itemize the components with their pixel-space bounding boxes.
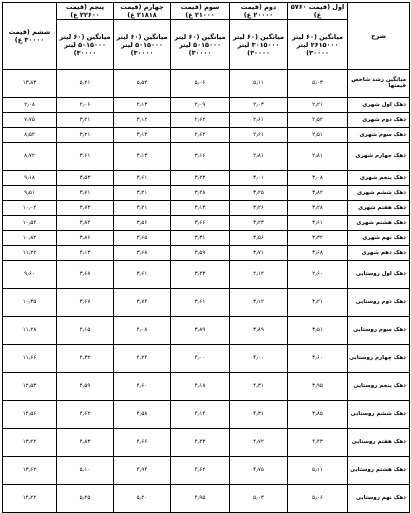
label-column-header: شرح [348,3,410,70]
table-cell: ۳٫۶۱ [57,143,114,171]
row-label: دهک دوم شهری [348,113,410,128]
table-row [3,373,410,401]
table-row [3,201,410,216]
table-cell: ۹٫۵۱ [3,186,57,201]
table-row [3,289,410,317]
table-cell: ۳٫۲۸ [171,186,230,201]
table-cell: ۱۳٫۶۲ [3,457,57,485]
table-cell: ۲٫۸۱ [230,143,288,171]
column-header-4: چهارم (قیمت ۲۱۸۱۸ ع) [114,3,171,20]
row-label: دهک اول شهری [348,98,410,113]
table-cell: ۳٫۷۱ [57,186,114,201]
table-cell: ۱۲٫۵۶ [3,401,57,429]
table-cell: ۳٫۵۱ [288,317,348,345]
table-cell: ۳٫۰۸ [288,171,348,186]
table-cell: ۳٫۶۸ [288,246,348,261]
table-cell: ۵٫۵۴ [114,70,171,98]
table-row [3,70,410,98]
table-cell: ۴٫۶۶ [114,429,171,457]
table-cell: ۳٫۶۱ [114,261,171,289]
row-label: دهک سوم روستایی [348,317,410,345]
table-row [3,429,410,457]
table-cell: ۵٫۱۱ [288,457,348,485]
table-cell: ۳٫۸۹ [230,317,288,345]
table-cell: ۳٫۶۱ [288,216,348,231]
table-cell: ۵٫۰۳ [230,485,288,513]
table-cell: ۳٫۲۱ [114,186,171,201]
table-row [3,401,410,429]
column-header-2: دوم (قیمت ۲۰۰۰۰ ع) [230,3,288,20]
table-row [3,457,410,485]
table-row [3,186,410,201]
table-cell: ۳٫۱۶ [171,143,230,171]
table-cell: ۴٫۲۲ [114,345,171,373]
table-cell: ۳٫۶۷ [57,289,114,317]
table-cell: ۳٫۸۲ [288,186,348,201]
table-cell: ۳٫۸۶ [57,231,114,246]
table-cell: ۵٫۲۱ [57,70,114,98]
column-subheader-5: میانگین (۶۰ لیتر ۵۰۱۵۰۰۰ لیتر ۳۰۰۰۰) [57,20,114,70]
table-cell: ۲٫۶۱ [230,128,288,143]
table-cell: ۴٫۷۲ [230,429,288,457]
table-cell: ۳٫۵۹ [171,246,230,261]
table-cell: ۷٫۷۵ [3,113,57,128]
table-cell: ۴٫۳۲ [57,345,114,373]
table-cell: ۱۰٫۳۵ [3,289,57,317]
table-cell: ۳٫۲۱ [114,201,171,216]
column-header-3: سوم (قیمت ۲۱۰۰۰ ع) [171,3,230,20]
document-page [2,2,409,501]
row-label: دهک سوم شهری [348,128,410,143]
table-cell: ۳٫۸۵ [288,401,348,429]
table-cell: ۲٫۱۳ [114,98,171,113]
table-cell: ۲٫۱۲ [230,261,288,289]
row-label: دهک ششم شهری [348,186,410,201]
table-cell: ۳٫۹۵ [288,373,348,401]
table-cell: ۳٫۸۲ [57,216,114,231]
table-cell: ۳٫۲۱ [57,113,114,128]
table-cell: ۲٫۰۸ [3,98,57,113]
table-cell: ۳٫۱۳ [114,143,171,171]
table-cell: ۲٫۶۱ [230,113,288,128]
table-cell: ۱۳٫۲۲ [3,429,57,457]
table-cell: ۱۰٫۵۴ [3,216,57,231]
table-cell: ۴٫۳۱ [230,373,288,401]
table-cell: ۳٫۵۶ [114,216,171,231]
table-cell: ۴٫۷۵ [230,457,288,485]
table-cell: ۲٫۲۱ [288,98,348,113]
table-row [3,216,410,231]
table-cell: ۴٫۱۴ [171,401,230,429]
table-cell: ۴٫۴۳ [171,429,230,457]
table-cell: ۴٫۶۰ [114,373,171,401]
table-cell: ۴٫۸۳ [57,429,114,457]
table-cell: ۳٫۵۳ [57,171,114,186]
table-cell: ۴٫۵۹ [57,373,114,401]
price-index-table [2,2,410,513]
table-cell: ۳٫۲۸ [288,201,348,216]
table-cell: ۳٫۱۲ [230,289,288,317]
column-header-5: پنجم (قیمت ۲۲۶۰۰ ع) [57,3,114,20]
table-cell: ۵٫۰۳ [288,70,348,98]
table-cell: ۲٫۰۳ [230,98,288,113]
table-cell: ۵٫۱۱ [230,70,288,98]
table-row [3,231,410,246]
table-cell: ۴٫۱۳ [57,246,114,261]
row-label: دهک هشتم شهری [348,216,410,231]
table-cell: ۱۰٫۸۲ [3,231,57,246]
table-cell: ۱۰٫۰۲ [3,201,57,216]
table-cell: ۱۱٫۲۲ [3,246,57,261]
row-label: دهک نهم شهری [348,231,410,246]
row-label: دهک نهم روستایی [348,485,410,513]
table-row [3,128,410,143]
table-row [3,143,410,171]
column-header-1: اول (قیمت ۵۷۶۰ ع) [288,3,348,20]
row-label: دهک دوم روستایی [348,289,410,317]
table-cell: ۳٫۳۲ [288,231,348,246]
table-cell: ۳٫۶۶ [171,216,230,231]
column-subheader-4: میانگین (۶۰ لیتر ۵۰۱۵۰۰۰ لیتر ۳۰۰۰۰) [114,20,171,70]
table-cell: ۴٫۹۵ [171,485,230,513]
table-row [3,98,410,113]
table-header [3,3,410,70]
table-cell: ۳٫۶۵ [114,231,171,246]
table-cell: ۳٫۵۶ [230,231,288,246]
table-cell: ۳٫۱۳ [114,128,171,143]
table-cell: ۴٫۳۱ [230,401,288,429]
table-cell: ۵٫۰۶ [171,70,230,98]
table-cell: ۲٫۰۹ [171,98,230,113]
table-cell: ۴٫۰۰ [230,345,288,373]
table-cell: ۳٫۶۸ [114,246,171,261]
table-cell: ۲٫۵۱ [288,128,348,143]
table-cell: ۵٫۱۰ [57,457,114,485]
row-label: دهک هفتم روستایی [348,429,410,457]
table-cell: ۳٫۲۱ [57,128,114,143]
row-label: دهک پنجم شهری [348,171,410,186]
table-cell: ۳٫۸۹ [171,317,230,345]
column-header-6: ششم (قیمت ۳۰۰۰۰ ع) [3,3,57,70]
table-cell: ۳٫۱۳ [171,201,230,216]
table-cell: ۳٫۴۳ [171,261,230,289]
table-cell: ۳٫۷۲ [114,289,171,317]
table-cell: ۴٫۶۲ [171,457,230,485]
row-label: دهک دهم شهری [348,246,410,261]
row-label: دهک اول روستایی [348,261,410,289]
row-label: میانگین رشد شاخص قیمتها [348,70,410,98]
table-cell: ۳٫۰۱ [230,171,288,186]
row-label: دهک چهارم روستایی [348,345,410,373]
table-cell: ۲٫۵۲ [288,113,348,128]
table-row [3,246,410,261]
table-cell: ۸٫۵۲ [3,128,57,143]
table-cell: ۸٫۷۲ [3,143,57,171]
table-row [3,113,410,128]
table-row [3,171,410,186]
table-cell: ۱۲٫۵۳ [3,373,57,401]
table-row [3,261,410,289]
table-cell: ۲٫۶۰ [288,261,348,289]
table-cell: ۳٫۲۵ [230,186,288,201]
table-cell: ۴٫۰۸ [114,317,171,345]
table-cell: ۳٫۱۲ [114,113,171,128]
table-cell: ۱۳٫۸۳ [3,70,57,98]
column-subheader-2: میانگین (۶۰ لیتر ۳۰۱۵۰۰۰ لیتر ۳۰۰۰۰) [230,20,288,70]
table-cell: ۴٫۰۰ [171,345,230,373]
table-row [3,345,410,373]
table-cell: ۵٫۰۶ [288,485,348,513]
table-cell: ۳٫۲۳ [171,171,230,186]
table-cell: ۳٫۶۱ [114,171,171,186]
table-cell: ۴٫۱۸ [171,373,230,401]
table-row [3,485,410,513]
table-cell: ۳٫۳۱ [171,231,230,246]
row-label: دهک پنجم روستایی [348,373,410,401]
table-cell: ۲٫۶۲ [171,113,230,128]
row-label: دهک ششم روستایی [348,401,410,429]
row-label: دهک هشتم روستایی [348,457,410,485]
table-cell: ۴٫۱۵ [57,317,114,345]
table-row [3,317,410,345]
column-subheader-3: میانگین (۶۰ لیتر ۵۰۱۵۰۰۰ لیتر ۳۰۰۰۰) [171,20,230,70]
table-cell: ۳٫۷۱ [230,246,288,261]
table-cell: ۳٫۷۳ [57,201,114,216]
table-cell: ۲٫۶۲ [171,128,230,143]
table-cell: ۲٫۰۶ [57,98,114,113]
table-body [3,70,410,513]
table-cell: ۲٫۸۱ [288,143,348,171]
row-label: دهک چهارم شهری [348,143,410,171]
table-cell: ۵٫۲۰ [114,485,171,513]
table-cell: ۳٫۲۱ [288,289,348,317]
table-cell: ۳٫۲۳ [230,216,288,231]
table-cell: ۹٫۶۰ [3,261,57,289]
table-cell: ۱۱٫۶۶ [3,345,57,373]
column-subheader-1: میانگین (۶۰ لیتر ۲۶۱۵۰۰۰ لیتر ۳۰۰۰۰) [288,20,348,70]
table-cell: ۳٫۶۰ [288,345,348,373]
row-label: دهک هفتم شهری [348,201,410,216]
table-cell: ۳٫۶۱ [171,289,230,317]
table-cell: ۱۱٫۲۸ [3,317,57,345]
table-cell: ۳٫۲۶ [230,201,288,216]
table-cell: ۳٫۶۸ [57,261,114,289]
table-cell: ۱۴٫۲۲ [3,485,57,513]
table-cell: ۴٫۵۸ [114,401,171,429]
table-cell: ۴٫۴۳ [288,429,348,457]
table-cell: ۵٫۲۵ [57,485,114,513]
table-cell: ۴٫۶۲ [57,401,114,429]
table-cell: ۹٫۱۸ [3,171,57,186]
table-cell: ۴٫۹۴ [114,457,171,485]
